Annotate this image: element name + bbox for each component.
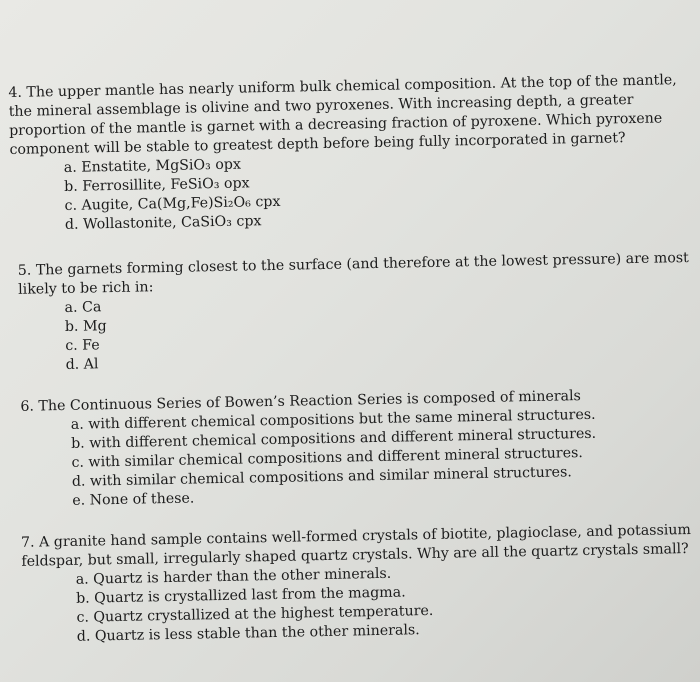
option-7b: b. Quartz is crystallized last from the magma. (75, 584, 406, 607)
option-4b: b. Ferrosillite, FeSiO₃ opx (64, 175, 250, 195)
option-6c: c. with similar chemical compositions and different mineral structures. (71, 445, 583, 471)
question-4 (8, 71, 691, 236)
question-7-options (18, 559, 699, 648)
question-5-prompt: 5. The garnets forming closest to the surface (and therefore at the lowest pressure) are most likely to be rich in: (17, 249, 689, 298)
question-6-prompt: 6. The Continuous Series of Bowen’s Reaction Series is composed of minerals (20, 388, 582, 415)
option-6d: d. with similar chemical compositions and similar mineral structures. (71, 464, 572, 490)
option-4a: a. Enstatite, MgSiO₃ opx (63, 156, 242, 176)
question-6-options (15, 404, 697, 512)
option-7c: c. Quartz crystallized at the highest temperature. (76, 602, 434, 626)
question-5-options (12, 287, 693, 376)
option-5c: c. Fe (65, 337, 100, 354)
option-4d: d. Wollastonite, CaSiO₃ cpx (64, 213, 262, 233)
option-5d: d. Al (65, 356, 99, 373)
option-6a: a. with different chemical compositions but the same mineral structures. (70, 406, 596, 433)
question-7 (17, 521, 699, 648)
question-7-prompt: 7. A granite hand sample contains well-formed crystals of biotite, plagioclase, and potassium feldspar, but small, irregularly shaped quartz crystals. Why are all the quartz crystals small? (20, 521, 692, 570)
option-6b: b. with different chemical compositions and different mineral structures. (70, 425, 597, 452)
option-4c: c. Augite, Ca(Mg,Fe)Si₂O₆ cpx (64, 193, 281, 214)
option-7d: d. Quartz is less stable than the other minerals. (76, 622, 420, 645)
question-4-options (10, 147, 691, 236)
option-5b: b. Mg (64, 318, 107, 335)
option-7a: a. Quartz is harder than the other minerals. (75, 565, 392, 588)
option-5a: a. Ca (64, 299, 102, 316)
question-4-prompt: 4. The upper mantle has nearly uniform bulk chemical composition. At the top of the mantle, the mineral assemblage is olivine and two pyroxenes. With increasing depth, a greater proportion of the mantle is garnet with a decreasing fraction of pyroxene. Which pyroxene component will be stable to greatest depth before being fully incorporated in garnet? (8, 72, 677, 158)
worksheet-content (8, 59, 699, 648)
question-6 (14, 385, 696, 512)
option-6e: e. None of these. (72, 490, 195, 509)
question-5 (12, 249, 694, 376)
